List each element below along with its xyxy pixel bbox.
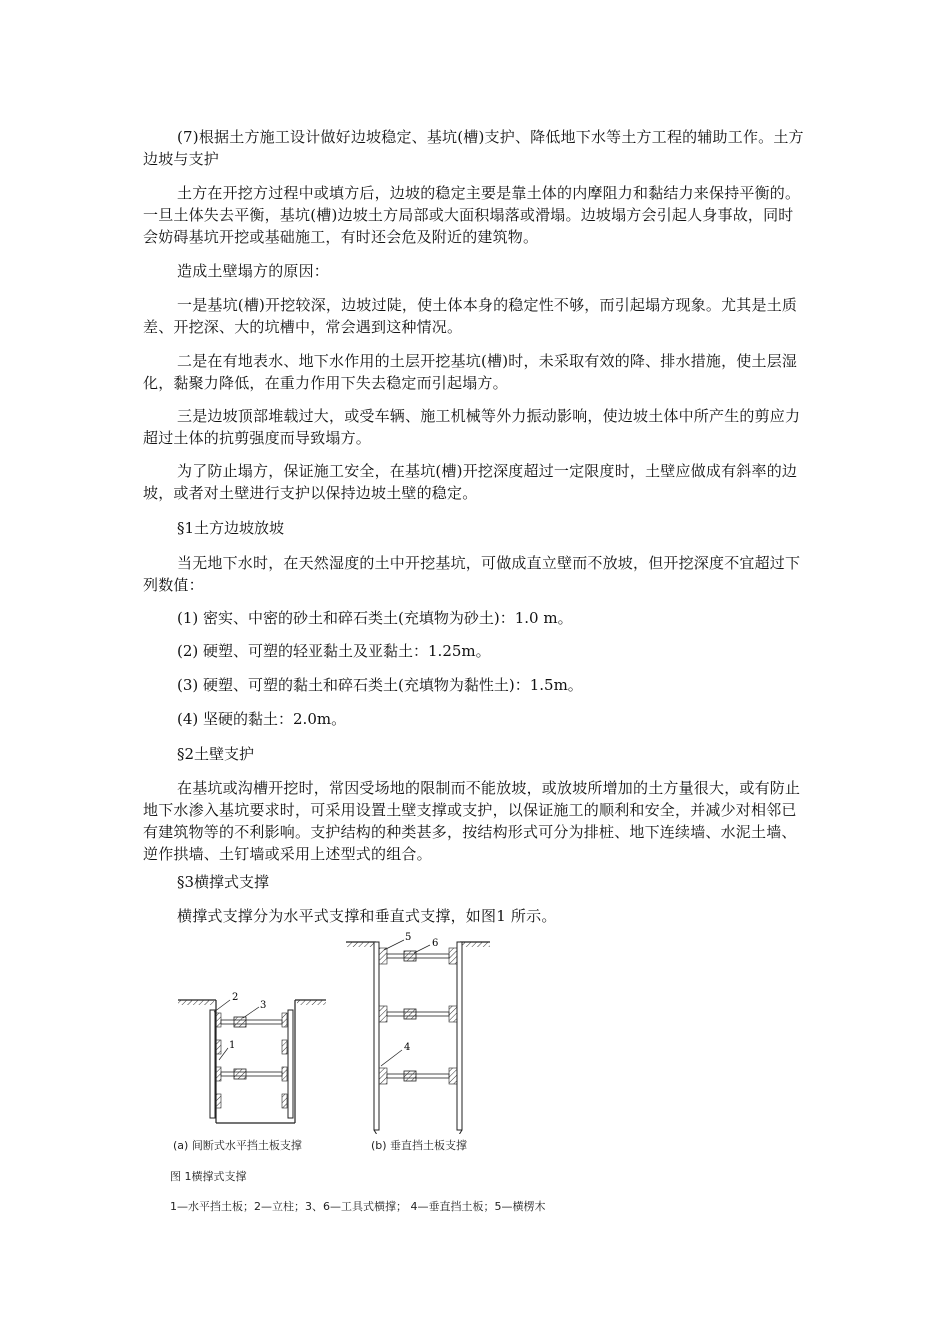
paragraph-prevention: 为了防止塌方，保证施工安全，在基坑(槽)开挖深度超过一定限度时，土壁应做成有斜率的边坡，或者对土壁进行支护以保持边坡土壁的稳定。 — [143, 462, 798, 502]
list-item: (1) 密实、中密的砂土和碎石类土(充填物为砂土)：1.0 m。 — [177, 609, 573, 627]
figure-label-4: 4 — [404, 1042, 411, 1053]
list-item: (2) 硬塑、可塑的轻亚黏土及亚黏土：1.25m。 — [177, 642, 491, 660]
paragraph-intro: (7)根据土方施工设计做好边坡稳定、基坑(槽)支护、降低地下水等土方工程的辅助工作。土方边坡与支护 — [143, 128, 804, 168]
bracing-figure — [168, 928, 588, 1134]
list-item: (4) 坚硬的黏土：2.0m。 — [177, 710, 347, 728]
figure-label-2: 2 — [232, 992, 239, 1003]
paragraph-slope-intro: 当无地下水时，在天然湿度的土中开挖基坑，可做成直立壁而不放坡，但开挖深度不宜超过下列数值： — [143, 554, 801, 594]
list-item: (3) 硬塑、可塑的黏土和碎石类土(充填物为黏性土)：1.5m。 — [177, 676, 583, 694]
paragraph-cause-two: 二是在有地表水、地下水作用的土层开挖基坑(槽)时，未采取有效的降、排水措施，使土层湿化，黏聚力降低，在重力作用下失去稳定而引起塌方。 — [143, 352, 798, 392]
figure-caption-b: (b) 垂直挡土板支撑 — [371, 1139, 468, 1152]
figure-title: 图 1横撑式支撑 — [170, 1170, 247, 1183]
diagram-horizontal-boards — [178, 992, 326, 1123]
paragraph-cause-three: 三是边坡顶部堆载过大，或受车辆、施工机械等外力振动影响，使边坡土体中所产生的剪应力超过土体的抗剪强度而导致塌方。 — [143, 407, 801, 447]
figure-label-5: 5 — [405, 932, 412, 943]
section-heading-slope: §1土方边坡放坡 — [177, 519, 285, 537]
paragraph-bracing: 横撑式支撑分为水平式支撑和垂直式支撑，如图1 所示。 — [177, 907, 557, 925]
figure-label-6: 6 — [432, 938, 439, 949]
paragraph-support: 在基坑或沟槽开挖时，常因受场地的限制而不能放坡，或放坡所增加的土方量很大，或有防止地下水渗入基坑要求时，可采用设置土壁支撑或支护，以保证施工的顺利和安全，并减少对相邻已有建筑物等的不利影响。支护结构的种类甚多，按结构形式可分为排桩、地下连续墙、水泥土墙、逆作拱墙、土钉墙或采用上述型式的组合。 — [143, 779, 801, 863]
figure-label-3: 3 — [260, 1000, 267, 1011]
section-heading-support: §2土壁支护 — [177, 745, 255, 763]
figure-caption-a: (a) 间断式水平挡土板支撑 — [173, 1139, 302, 1152]
figure-legend: 1—水平挡土板；2—立柱；3、6—工具式横撑； 4—垂直挡土板；5—横楞木 — [170, 1200, 546, 1213]
diagram-vertical-boards — [346, 932, 490, 1134]
figure-label-1: 1 — [229, 1040, 236, 1051]
paragraph-collapse-causes-title: 造成土壁塌方的原因： — [177, 262, 330, 280]
paragraph-slope-stability: 土方在开挖方过程中或填方后，边坡的稳定主要是靠土体的内摩阻力和黏结力来保持平衡的。一旦土体失去平衡，基坑(槽)边坡土方局部或大面积塌落或滑塌。边坡塌方会引起人身事故，同时会妨碍基坑开挖或基础施工，有时还会危及附近的建筑物。 — [143, 184, 801, 246]
section-heading-bracing: §3横撑式支撑 — [177, 873, 270, 891]
paragraph-cause-one: 一是基坑(槽)开挖较深，边坡过陡，使土体本身的稳定性不够，而引起塌方现象。尤其是土质差、开挖深、大的坑槽中，常会遇到这种情况。 — [143, 296, 798, 336]
